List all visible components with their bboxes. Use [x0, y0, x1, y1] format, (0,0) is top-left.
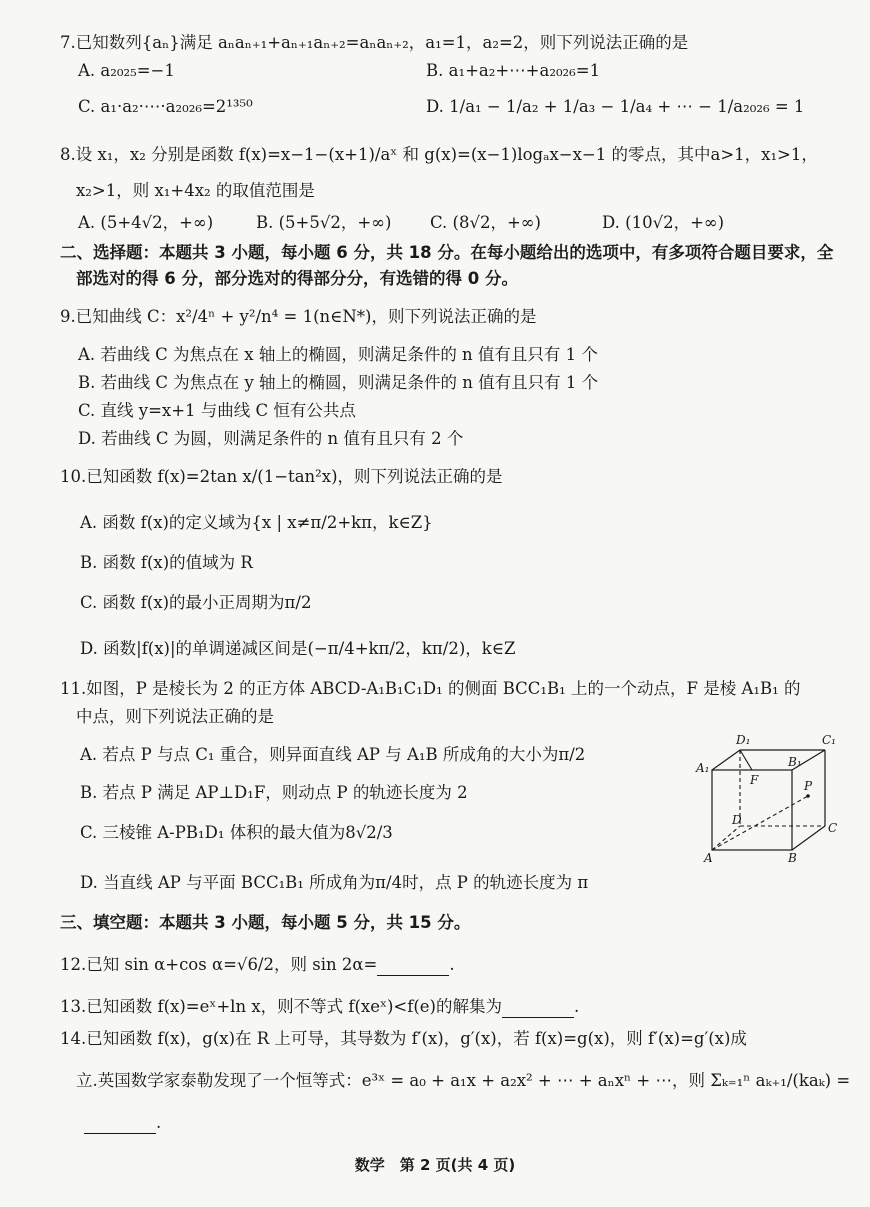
- q14-period: .: [156, 1113, 162, 1132]
- q7-option-c: C. a₁·a₂·⋯·a₂₀₂₆=2¹³⁵⁰: [78, 97, 253, 116]
- q14-answer-blank[interactable]: [84, 1117, 156, 1134]
- q11-option-c: C. 三棱锥 A-PB₁D₁ 体积的最大值为8√2/3: [80, 823, 393, 842]
- label-a: A: [704, 851, 713, 865]
- q14-answer: [84, 1112, 161, 1134]
- q12-period: .: [449, 955, 455, 974]
- page-footer: 数学 第 2 页(共 4 页): [354, 1156, 516, 1174]
- q9-option-c: C. 直线 y=x+1 与曲线 C 恒有公共点: [78, 401, 356, 420]
- q8-option-b: B. (5+5√2，+∞): [256, 213, 392, 232]
- q10-option-d: D. 函数|f(x)|的单调递减区间是(−π/4+kπ/2，kπ/2)，k∈Z: [80, 639, 516, 658]
- q14-line1: 14.已知函数 f(x)，g(x)在 R 上可导，其导数为 f′(x)，g′(x)，若 f(x)=g(x)，则 f′(x)=g′(x)成: [60, 1029, 747, 1048]
- label-d: D: [732, 813, 742, 827]
- q9-option-d: D. 若曲线 C 为圆，则满足条件的 n 值有且只有 2 个: [78, 429, 464, 448]
- q11-option-d: D. 当直线 AP 与平面 BCC₁B₁ 所成角为π/4时，点 P 的轨迹长度为 π: [80, 873, 589, 892]
- label-b: B: [788, 851, 797, 865]
- q12: [60, 954, 455, 976]
- q8-stem-line2: x₂>1，则 x₁+4x₂ 的取值范围是: [76, 181, 315, 200]
- label-c: C: [828, 821, 838, 835]
- cube-figure: [690, 728, 850, 868]
- label-f: F: [750, 773, 759, 787]
- q13: [60, 996, 579, 1018]
- q11-stem-line2: 中点，则下列说法正确的是: [76, 707, 274, 726]
- label-p: P: [804, 779, 813, 793]
- q13-text: 13.已知函数 f(x)=eˣ+ln x，则不等式 f(xeˣ)<f(e)的解集为: [60, 997, 502, 1016]
- q8-stem-line1: 8.设 x₁，x₂ 分别是函数 f(x)=x−1−(x+1)/aˣ 和 g(x)=(x−1)logₐx−x−1 的零点，其中a>1，x₁>1，: [60, 145, 818, 164]
- q11-option-b: B. 若点 P 满足 AP⊥D₁F，则动点 P 的轨迹长度为 2: [80, 783, 468, 802]
- q10-option-c: C. 函数 f(x)的最小正周期为π/2: [80, 593, 312, 612]
- q8-option-c: C. (8√2，+∞): [430, 213, 541, 232]
- q9-option-b: B. 若曲线 C 为焦点在 y 轴上的椭圆，则满足条件的 n 值有且只有 1 个: [78, 373, 599, 392]
- q9-stem: 9.已知曲线 C：x²/4ⁿ + y²/n⁴ = 1(n∈N*)，则下列说法正确的是: [60, 307, 537, 326]
- label-d1: D₁: [736, 733, 751, 747]
- section-2-heading-cont: 部选对的得 6 分，部分选对的得部分分，有选错的得 0 分。: [76, 269, 518, 288]
- label-c1: C₁: [822, 733, 836, 747]
- q10-option-a: A. 函数 f(x)的定义域为{x | x≠π/2+kπ，k∈Z}: [80, 513, 433, 532]
- q10-stem: 10.已知函数 f(x)=2tan x/(1−tan²x)，则下列说法正确的是: [60, 467, 503, 486]
- q10-option-b: B. 函数 f(x)的值域为 R: [80, 553, 253, 572]
- q11-stem-line1: 11.如图，P 是棱长为 2 的正方体 ABCD-A₁B₁C₁D₁ 的侧面 BCC₁B₁ 上的一个动点，F 是棱 A₁B₁ 的: [60, 679, 801, 698]
- section-3-heading: 三、填空题：本题共 3 小题，每小题 5 分，共 15 分。: [60, 913, 471, 932]
- q9-option-a: A. 若曲线 C 为焦点在 x 轴上的椭圆，则满足条件的 n 值有且只有 1 个: [78, 345, 598, 364]
- section-2-heading: 二、选择题：本题共 3 小题，每小题 6 分，共 18 分。在每小题给出的选项中，有多项符合题目要求，全: [60, 243, 834, 262]
- q12-text: 12.已知 sin α+cos α=√6/2，则 sin 2α=: [60, 955, 378, 974]
- q7-option-b: B. a₁+a₂+⋯+a₂₀₂₆=1: [426, 61, 601, 80]
- q7-stem: 7.已知数列{aₙ}满足 aₙaₙ₊₁+aₙ₊₁aₙ₊₂=aₙaₙ₊₂，a₁=1，a₂=2，则下列说法正确的是: [60, 33, 689, 52]
- q7-option-a: A. a₂₀₂₅=−1: [78, 61, 175, 80]
- q13-period: .: [574, 997, 580, 1016]
- label-a1: A₁: [696, 761, 710, 775]
- q14-line2: 立.英国数学家泰勒发现了一个恒等式：e³ˣ = a₀ + a₁x + a₂x² + ⋯ + aₙxⁿ + ⋯，则 Σₖ₌₁ⁿ aₖ₊₁/(kaₖ) =: [76, 1071, 851, 1090]
- q12-answer-blank[interactable]: [377, 959, 449, 976]
- q11-option-a: A. 若点 P 与点 C₁ 重合，则异面直线 AP 与 A₁B 所成角的大小为π/2: [80, 745, 586, 764]
- q8-option-a: A. (5+4√2，+∞): [78, 213, 214, 232]
- q8-option-d: D. (10√2，+∞): [602, 213, 725, 232]
- label-b1: B₁: [788, 755, 802, 769]
- q13-answer-blank[interactable]: [502, 1001, 574, 1018]
- q7-option-d: D. 1/a₁ − 1/a₂ + 1/a₃ − 1/a₄ + ⋯ − 1/a₂₀₂₆ = 1: [426, 97, 805, 116]
